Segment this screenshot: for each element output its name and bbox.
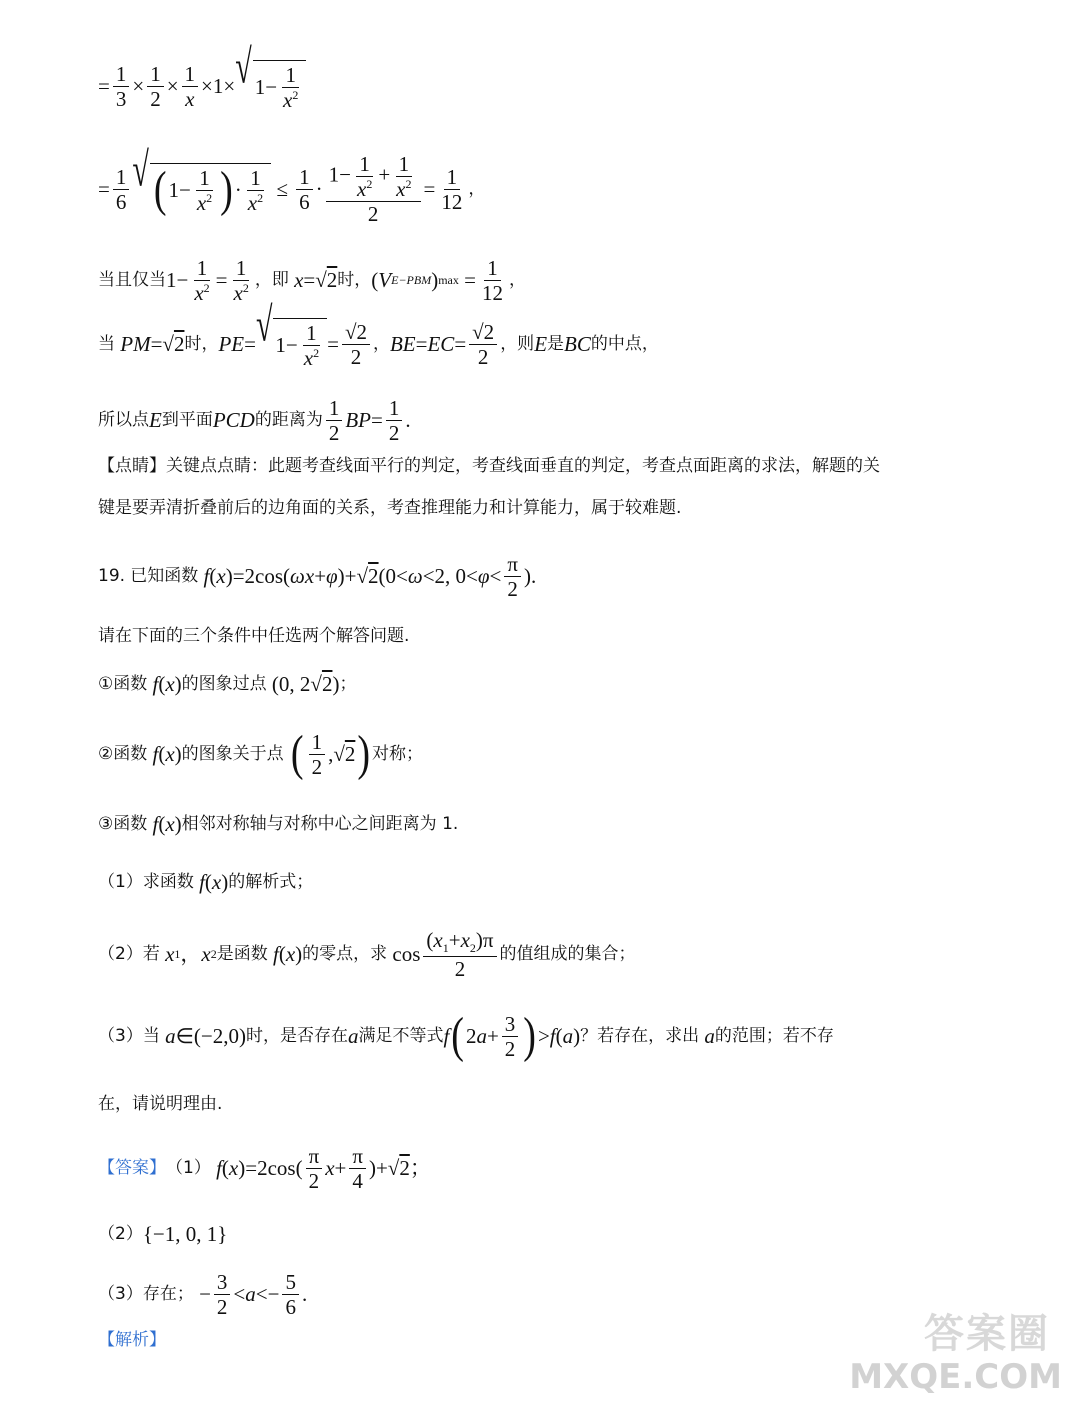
answer-2 — [98, 1222, 227, 1247]
text: 当 — [98, 333, 115, 354]
text: 时，是否存在 — [245, 1026, 348, 1047]
text: （1）求函数 — [98, 872, 194, 893]
text: ， — [508, 270, 526, 291]
text: 所以点 — [98, 410, 149, 431]
text: ？若存在，求出 — [580, 1026, 700, 1047]
formula-line-1: = $\frac{1}{3}$ × $\frac{1}{2}$ × $\frac{1}{x}$ ×1× √ 1− $\frac{1}{x^2}$ — [98, 60, 306, 112]
text: 对称； — [372, 744, 424, 765]
square-root: √ 1− $\frac{1}{x^2}$ — [235, 60, 306, 112]
question-3-cont — [98, 1094, 222, 1114]
fraction: $\frac{1}{x}$ — [182, 62, 199, 111]
question-3: （3）当 a ∈(−2,0) 时，是否存在 a 满足不等式 f ( 2 a + $\frac{3}{2}$ ) > f ( a ) ？若存在，求出 a 的范围；若不存 — [98, 1008, 834, 1063]
comment-text: 键是要弄清折叠前后的边角面的关系，考查推理能力和计算能力，属于较难题. — [98, 498, 682, 518]
text: . — [405, 408, 411, 433]
text: ①函数 — [98, 674, 148, 695]
text: 时， — [337, 270, 372, 291]
comment-text: 关键点点睛：此题考查线面平行的判定，考查线面垂直的判定，考查点面距离的求法，解题的关 — [166, 456, 880, 476]
text: 的中点， — [590, 333, 659, 354]
text: 是函数 — [216, 944, 268, 965]
text: 的图象关于点 — [181, 744, 284, 765]
formula-line-5: 所以点 E 到平面 PCD 的距离为 $\frac{1}{2}$ BP = $\frac{1}{2}$ . — [98, 396, 411, 446]
text: ， — [372, 333, 390, 354]
equals-sign: = — [98, 176, 110, 201]
fraction: $\frac{1}{3}$ — [113, 62, 130, 111]
text: ③函数 — [98, 814, 148, 835]
equals-sign: = — [98, 73, 110, 98]
text: 请在下面的三个条件中任选两个解答问题. — [98, 626, 410, 646]
watermark-logo — [849, 1302, 1062, 1397]
problem-statement: 19. 已知函数 f ( x )=2cos( ωx + φ )+√ 2 (0< ω <2, 0< φ < $\frac{\pi}{2}$ ). — [98, 552, 537, 602]
question-1: （1）求函数 f ( x ) 的解析式； — [98, 870, 314, 894]
text: （2）若 — [98, 944, 160, 965]
comment-label: 【点睛】 — [98, 456, 166, 476]
text: ； — [339, 674, 357, 695]
text: 时， — [184, 333, 219, 354]
formula-line-3: 当且仅当 1− $\frac{1}{x^2}$ = $\frac{1}{x^2}$ ，即 x =√ 2 时， ( V E−PBM ) max = $\frac{1}{12}$ ， — [98, 256, 526, 306]
analysis-label: 【解析】 — [98, 1330, 166, 1350]
comma: ， — [468, 179, 486, 200]
text: 的图象过点 — [181, 674, 267, 695]
text: 是 — [547, 333, 565, 354]
text: 的零点，求 — [302, 944, 388, 965]
question-2: （2）若 x 1 ， x 2 是函数 f ( x ) 的零点，求 cos $\frac{(x_1+x_2)\pi}{2}$ 的值组成的集合； — [98, 928, 636, 981]
fraction: $\frac{1}{6}$ — [113, 165, 130, 214]
text: 的范围；若不存 — [714, 1026, 834, 1047]
condition-3: ③函数 f ( x ) 相邻对称轴与对称中心之间距离为 1. — [98, 812, 459, 836]
formula-line-2: = $\frac{1}{6}$ √ ( 1− $\frac{1}{x^2}$ ) · $\frac{1}{x^2}$ ≤ $\frac{1}{6}$ · 1− $\frac{1}{x^2}$ + $\frac{1}{x^2}$ 2 = $\frac{1}{12}$ ， — [98, 144, 486, 227]
condition-2: ②函数 f ( x ) 的图象关于点 ( $\frac{1}{2}$ ,√ 2 ) 对称； — [98, 726, 424, 781]
comment-line-1 — [98, 456, 880, 476]
text: （3）当 — [98, 1026, 160, 1047]
text: 已知函数 — [130, 566, 199, 587]
watermark-text: 答案圈 — [924, 1311, 1050, 1357]
text: ，即 — [254, 270, 289, 291]
text: 在，请说明理由. — [98, 1094, 223, 1114]
instruction — [98, 626, 409, 646]
answer-1: 【答案】 （1） f ( x )=2cos( $\frac{\pi}{2}$ x + $\frac{\pi}{4}$ )+√ 2 ； — [98, 1144, 431, 1194]
watermark-url: MXQE.COM — [849, 1357, 1062, 1397]
fraction: $\frac{1}{6}$ — [296, 165, 313, 214]
text: 的解析式； — [228, 872, 314, 893]
text: ，则 — [500, 333, 535, 354]
text: （1） — [166, 1158, 211, 1179]
fraction: $\frac{1}{12}$ — [441, 164, 463, 214]
square-root: √ ( 1− $\frac{1}{x^2}$ ) · $\frac{1}{x^2}$ — [132, 163, 271, 215]
text: 的距离为 — [254, 410, 323, 431]
comment-line-2 — [98, 498, 681, 518]
answer-set: {−1, 0, 1} — [142, 1222, 228, 1246]
text: 的值组成的集合； — [499, 944, 636, 965]
text: （3）存在； — [98, 1284, 194, 1305]
fraction: $\frac{1}{2}$ — [147, 62, 164, 111]
text: （2） — [98, 1224, 143, 1245]
fraction: 1− $\frac{1}{x^2}$ + $\frac{1}{x^2}$ 2 — [326, 152, 421, 226]
formula-line-4: 当 PM =√ 2 时， PE = √ 1− $\frac{1}{x^2}$ = $\frac{√2}{2}$ ， BE = EC = $\frac{√2}{2}$ ，则 E 是 BC 的中点， — [98, 299, 659, 371]
text: 满足不等式 — [358, 1026, 444, 1047]
text: 相邻对称轴与对称中心之间距离为 1. — [181, 814, 459, 835]
text: ②函数 — [98, 744, 148, 765]
text: 到平面 — [161, 410, 213, 431]
text: 当且仅当 — [98, 270, 166, 291]
analysis-label-line — [98, 1330, 166, 1350]
answer-label: 【答案】 — [98, 1158, 166, 1179]
condition-1: ①函数 f ( x ) 的图象过点 (0, 2√ 2 ) ； — [98, 672, 357, 696]
answer-3: （3）存在； − $\frac{3}{2}$ < a <− $\frac{5}{6}$ . — [98, 1270, 308, 1320]
problem-number: 19. — [98, 566, 126, 587]
